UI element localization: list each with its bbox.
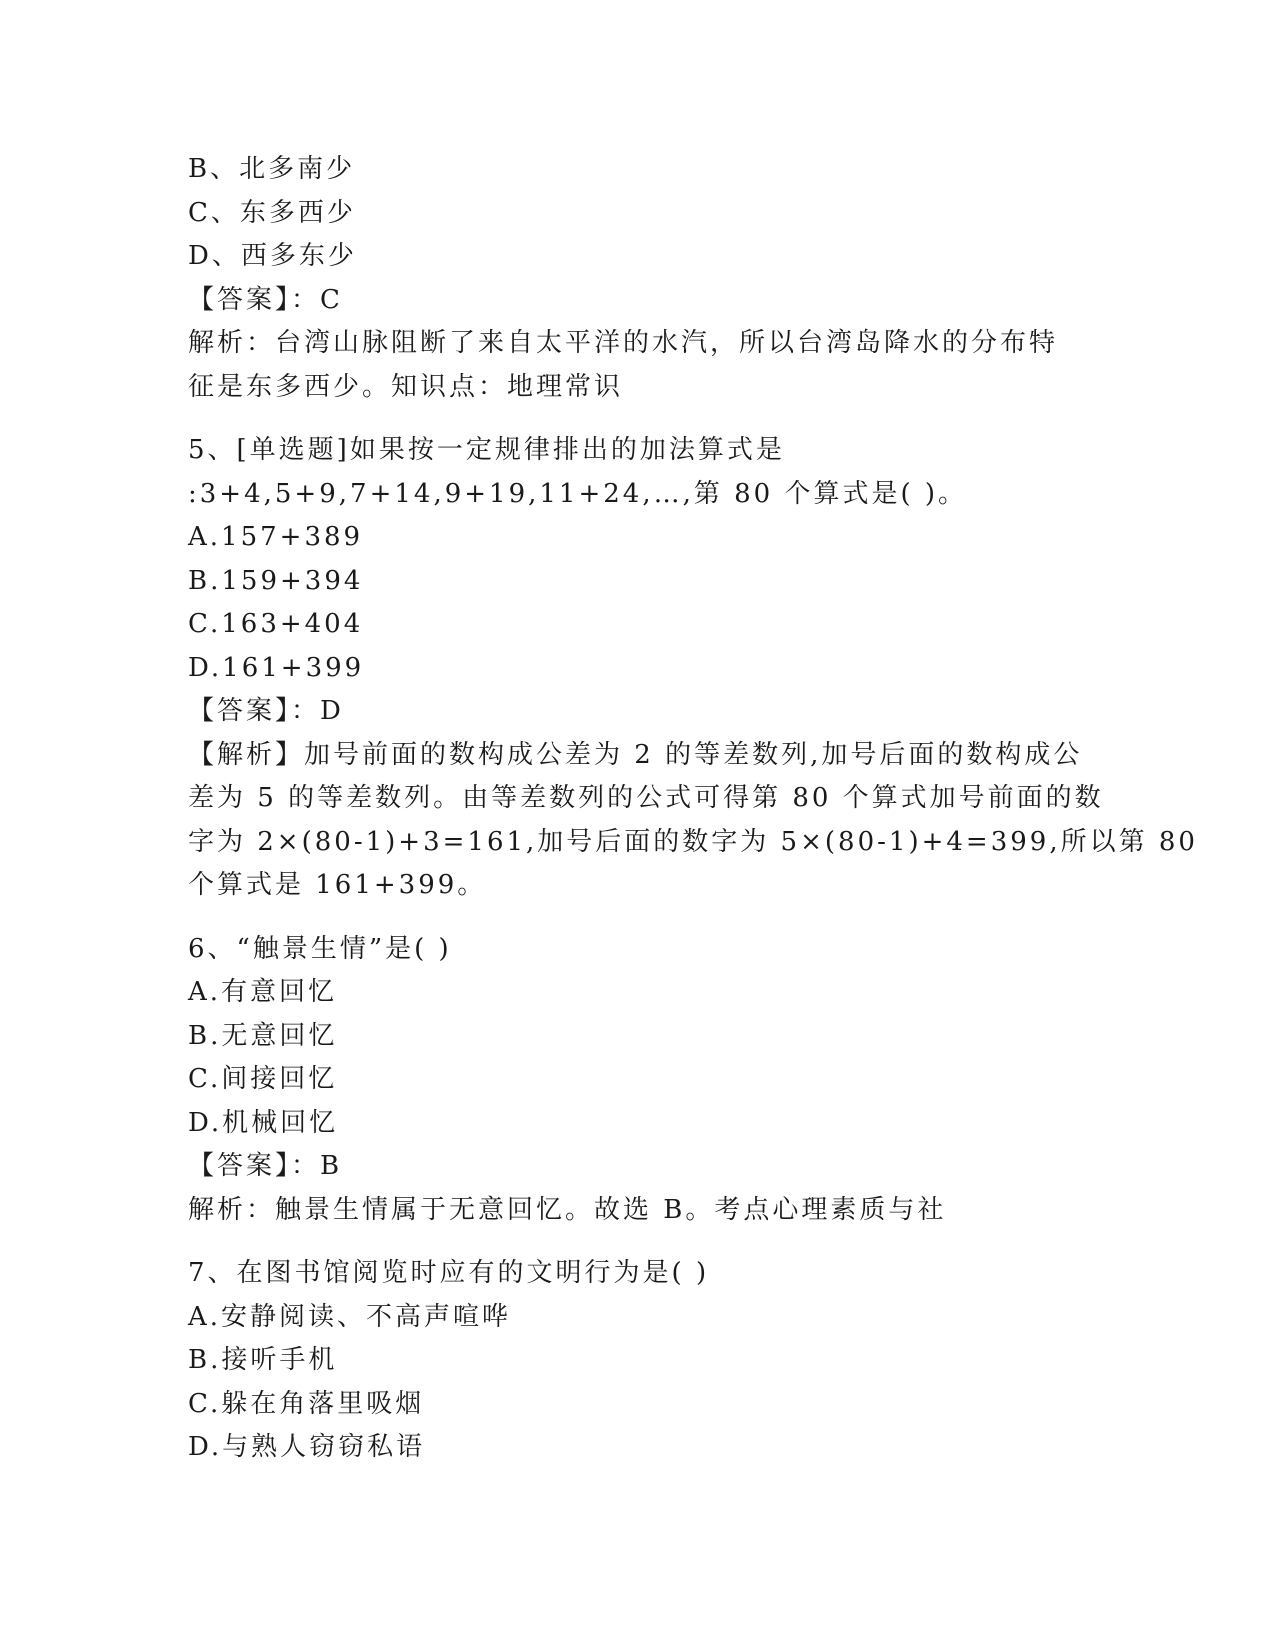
question-text: 5、[单选题]如果按一定规律排出的加法算式是 [188,435,785,465]
answer-line: 【答案】：C [188,284,343,315]
option-b: B、北多南少 [188,154,356,184]
explanation-line: 解析：台湾山脉阻断了来自太平洋的水汽，所以台湾岛降水的分布特 [188,328,1059,358]
question-6-block [188,928,1088,1233]
option-d: D.161+399 [188,652,365,683]
option-c: C.躲在角落里吸烟 [188,1388,425,1419]
option-c: C.间接回忆 [188,1064,338,1094]
document-page [188,148,1198,1470]
answer-line: 【答案】：D [188,696,344,726]
question-text: 6、“触景生情”是( ) [188,933,452,964]
option-d: D、西多东少 [188,241,357,271]
explanation-line: 差为 5 的等差数列。由等差数列的公式可得第 80 个算式加号前面的数 [188,783,1104,813]
option-c: C、东多西少 [188,197,356,228]
explanation-line: 个算式是 161+399。 [188,870,487,900]
option-a: A.有意回忆 [188,977,338,1007]
option-b: B.159+394 [188,565,364,596]
explanation-line: 字为 2×(80-1)+3=161,加号后面的数字为 5×(80-1)+4=399,所以第 80 [188,826,1198,857]
option-b: B.接听手机 [188,1345,338,1375]
question-text: 7、在图书馆阅览时应有的文明行为是( ) [188,1258,710,1288]
question-4-block [188,148,1088,409]
option-a: A.157+389 [188,522,364,552]
option-b: B.无意回忆 [188,1020,338,1051]
explanation-line: 解析：触景生情属于无意回忆。故选 B。考点心理素质与社 [188,1194,947,1225]
explanation-line: 征是东多西少。知识点：地理常识 [188,371,624,402]
explanation-line: 【解析】加号前面的数构成公差为 2 的等差数列,加号后面的数构成公 [188,739,1083,770]
option-d: D.与熟人窃窃私语 [188,1432,426,1462]
question-text: :3+4,5+9,7+14,9+19,11+24,…,第 80 个算式是( )。 [188,478,968,509]
answer-line: 【答案】：B [188,1151,343,1181]
question-5-block [188,429,1198,908]
question-7-block [188,1252,1088,1470]
option-d: D.机械回忆 [188,1107,339,1138]
option-a: A.安静阅读、不高声喧哗 [188,1301,512,1332]
option-c: C.163+404 [188,609,364,639]
